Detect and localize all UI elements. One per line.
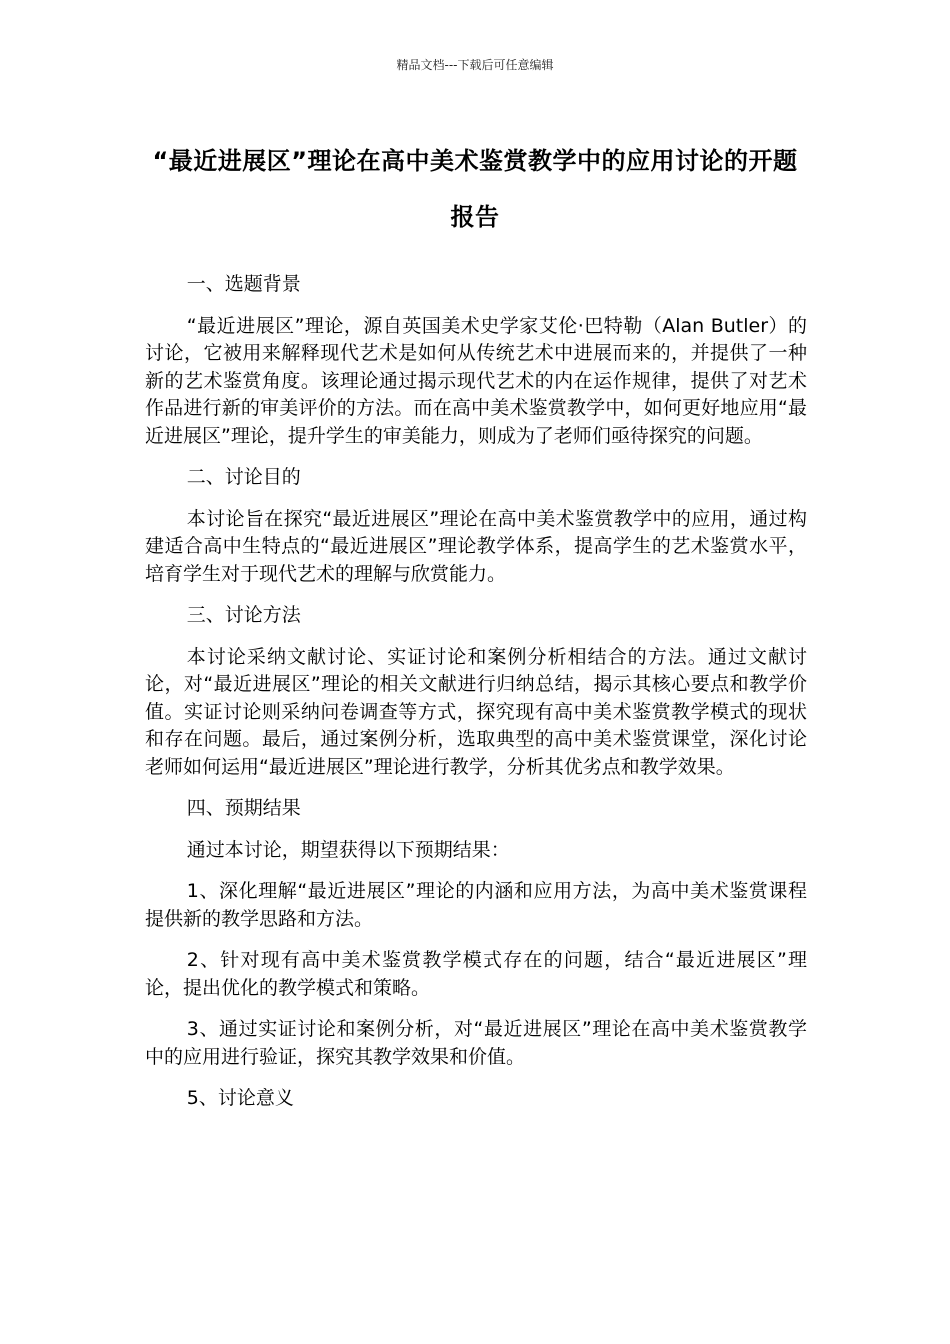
section-heading-method: 三、讨论方法 bbox=[186, 604, 301, 626]
document-title: “最近进展区”理论在高中美术鉴赏教学中的应用讨论的开题报告 bbox=[152, 147, 798, 231]
paragraph-purpose: 本讨论旨在探究“最近进展区”理论在高中美术鉴赏教学中的应用，通过构建适合高中生特点的“最近进展区”理论教学体系，提高学生的艺术鉴赏水平，培育学生对于现代艺术的理解与欣赏能力。 bbox=[145, 507, 807, 585]
section-heading-background: 一、选题背景 bbox=[186, 273, 301, 295]
page-header: 精品文档---下载后可任意编辑 bbox=[396, 58, 554, 72]
section-heading-expected-results: 四、预期结果 bbox=[186, 797, 301, 819]
paragraph-expected-intro: 通过本讨论，期望获得以下预期结果： bbox=[186, 838, 510, 861]
section-heading-significance: 5、讨论意义 bbox=[186, 1087, 294, 1109]
list-item-result-3: 3、通过实证讨论和案例分析，对“最近进展区”理论在高中美术鉴赏教学中的应用进行验证，探究其教学效果和价值。 bbox=[145, 1018, 807, 1068]
list-item-result-1: 1、深化理解“最近进展区”理论的内涵和应用方法，为高中美术鉴赏课程提供新的教学思路和方法。 bbox=[145, 880, 807, 930]
paragraph-background: “最近进展区”理论，源自英国美术史学家艾伦·巴特勒（Alan Butler）的讨论，它被用来解释现代艺术是如何从传统艺术中进展而来的，并提供了一种新的艺术鉴赏角度。该理论通过揭示现代艺术的内在运作规律，提供了对艺术作品进行新的审美评价的方法。而在高中美术鉴赏教学中，如何更好地应用“最近进展区”理论，提升学生的审美能力，则成为了老师们亟待探究的问题。 bbox=[145, 314, 807, 447]
list-item-result-2: 2、针对现有高中美术鉴赏教学模式存在的问题，结合“最近进展区”理论，提出优化的教学模式和策略。 bbox=[145, 949, 807, 999]
section-heading-purpose: 二、讨论目的 bbox=[186, 466, 301, 488]
document-body bbox=[145, 271, 807, 1127]
paragraph-method: 本讨论采纳文献讨论、实证讨论和案例分析相结合的方法。通过文献讨论，对“最近进展区”理论的相关文献进行归纳总结，揭示其核心要点和教学价值。实证讨论则采纳问卷调查等方式，探究现有高中美术鉴赏教学模式的现状和存在问题。最后，通过案例分析，选取典型的高中美术鉴赏课堂，深化讨论老师如何运用“最近进展区”理论进行教学，分析其优劣点和教学效果。 bbox=[145, 645, 807, 778]
